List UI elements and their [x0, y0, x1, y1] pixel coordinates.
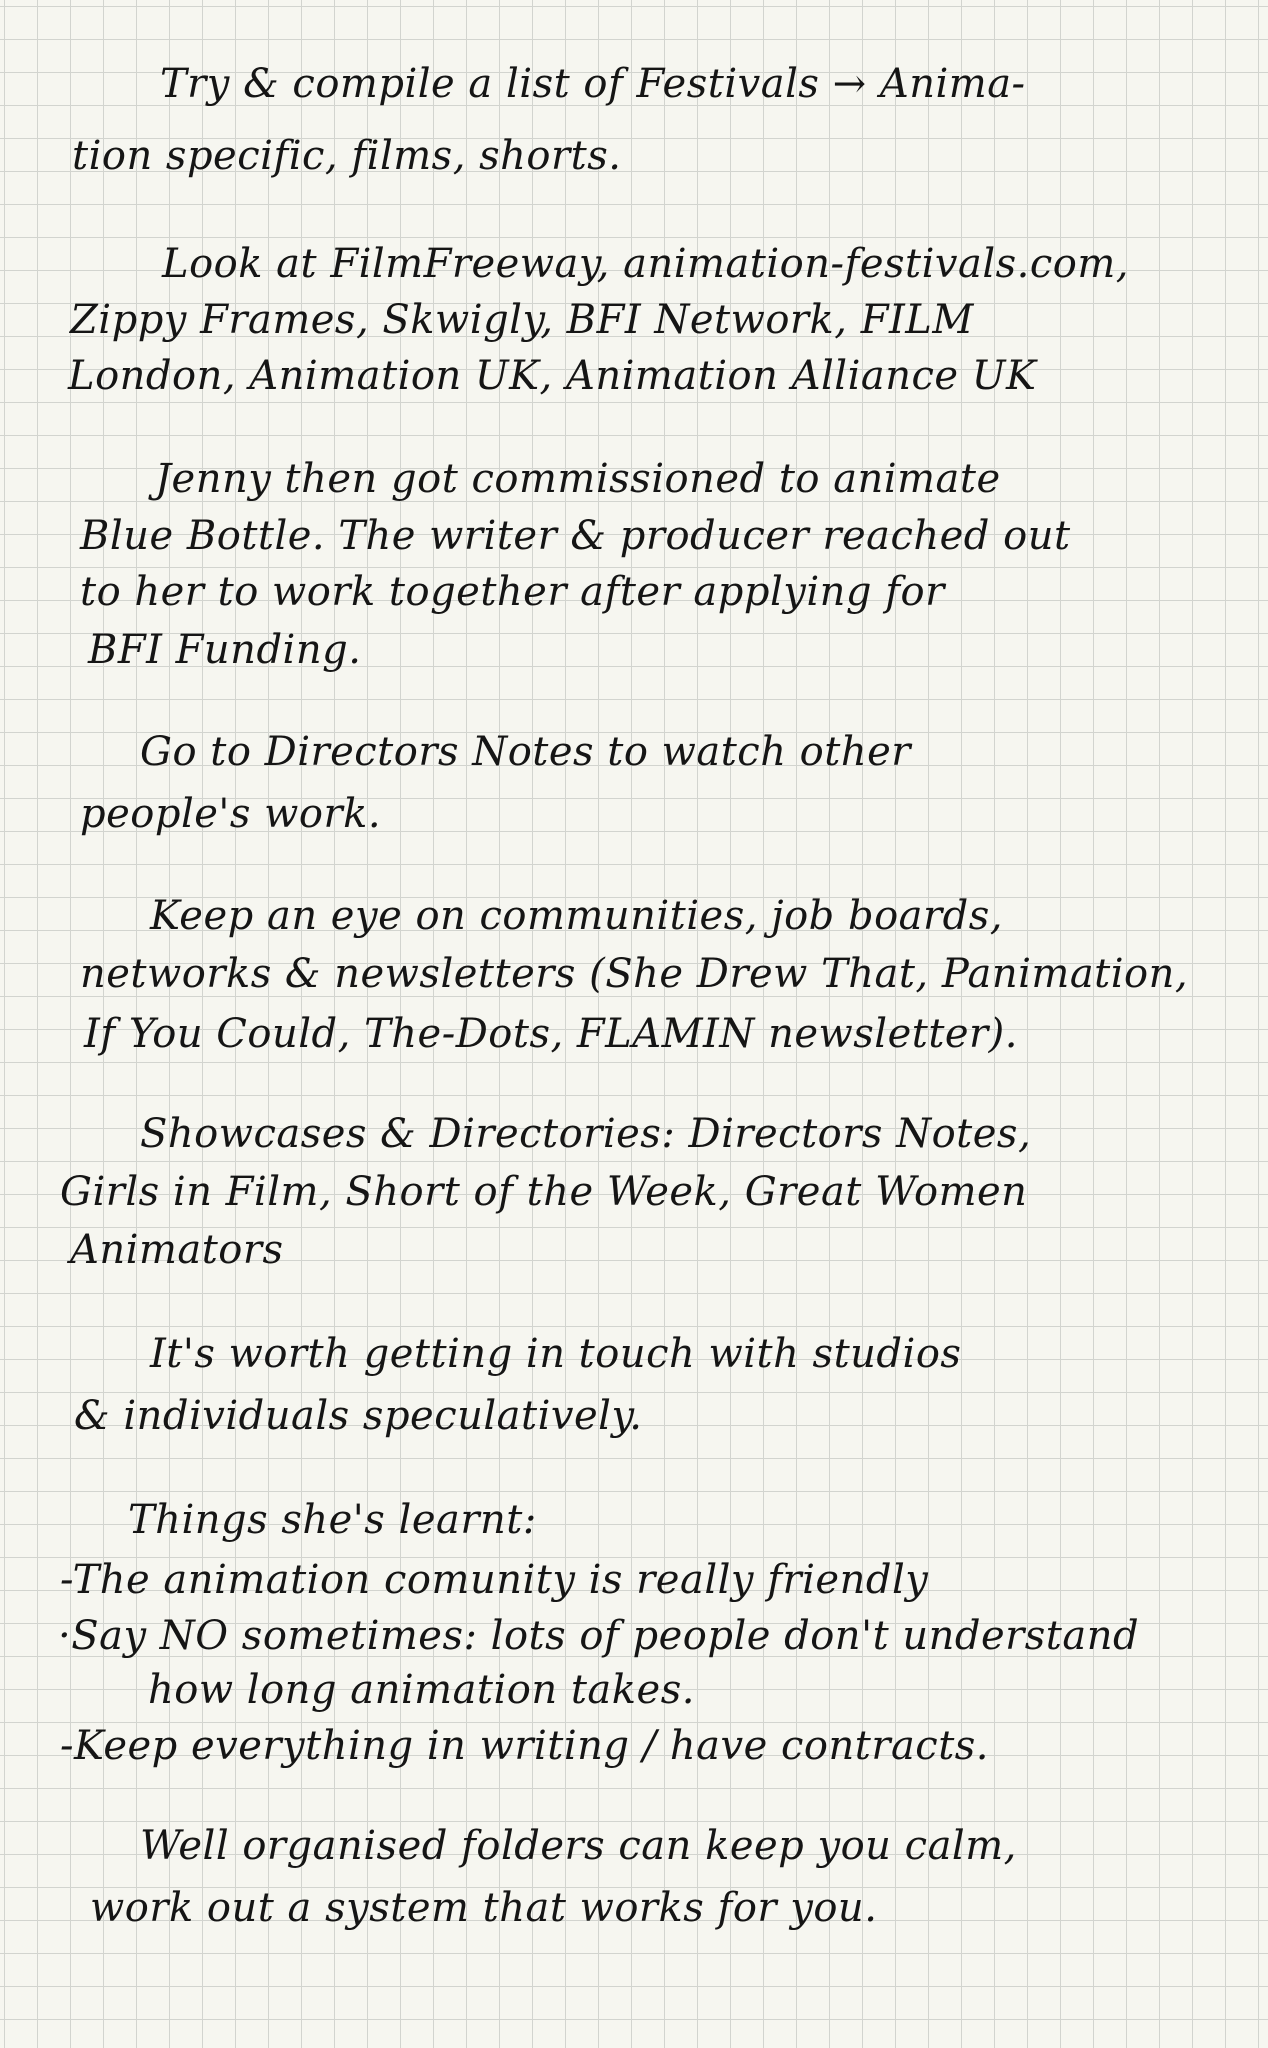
directors-notes-line-2: people's work.	[80, 791, 382, 837]
learnt-item-2-line-2: how long animation takes.	[148, 1667, 695, 1713]
learnt-item-2-line-1: ·Say NO sometimes: lots of people don't understand	[58, 1613, 1140, 1659]
jenny-line-1: Jenny then got commissioned to animate	[155, 456, 1001, 502]
folders-line-1: Well organised folders can keep you calm,	[140, 1823, 1017, 1869]
showcases-line-2: Girls in Film, Short of the Week, Great Women	[60, 1169, 1028, 1215]
learnt-item-1: -The animation comunity is really friendly	[60, 1557, 929, 1603]
speculative-line-1: It's worth getting in touch with studios	[150, 1331, 962, 1377]
festivals-line-2: tion specific, films, shorts.	[72, 133, 622, 179]
sites-line-1: Look at FilmFreeway, animation-festivals.com,	[162, 241, 1129, 287]
speculative-line-2: & individuals speculatively.	[74, 1393, 643, 1439]
showcases-line-3: Animators	[70, 1227, 284, 1273]
communities-line-2: networks & newsletters (She Drew That, Panimation,	[80, 951, 1189, 997]
showcases-line-1: Showcases & Directories: Directors Notes,	[140, 1111, 1032, 1157]
directors-notes-line-1: Go to Directors Notes to watch other	[140, 729, 911, 775]
communities-line-3: If You Could, The-Dots, FLAMIN newsletter).	[84, 1011, 1018, 1057]
festivals-line-1: Try & compile a list of Festivals → Anima-	[160, 61, 1026, 107]
communities-line-1: Keep an eye on communities, job boards,	[150, 893, 1003, 939]
learnt-heading: Things she's learnt:	[128, 1497, 537, 1543]
folders-line-2: work out a system that works for you.	[90, 1885, 878, 1931]
learnt-item-3: -Keep everything in writing / have contracts.	[60, 1723, 990, 1769]
sites-line-3: London, Animation UK, Animation Alliance UK	[68, 353, 1037, 399]
jenny-line-2: Blue Bottle. The writer & producer reached out	[80, 513, 1071, 559]
jenny-line-4: BFI Funding.	[88, 627, 362, 673]
sites-line-2: Zippy Frames, Skwigly, BFI Network, FILM	[70, 297, 974, 343]
jenny-line-3: to her to work together after applying for	[80, 569, 945, 615]
